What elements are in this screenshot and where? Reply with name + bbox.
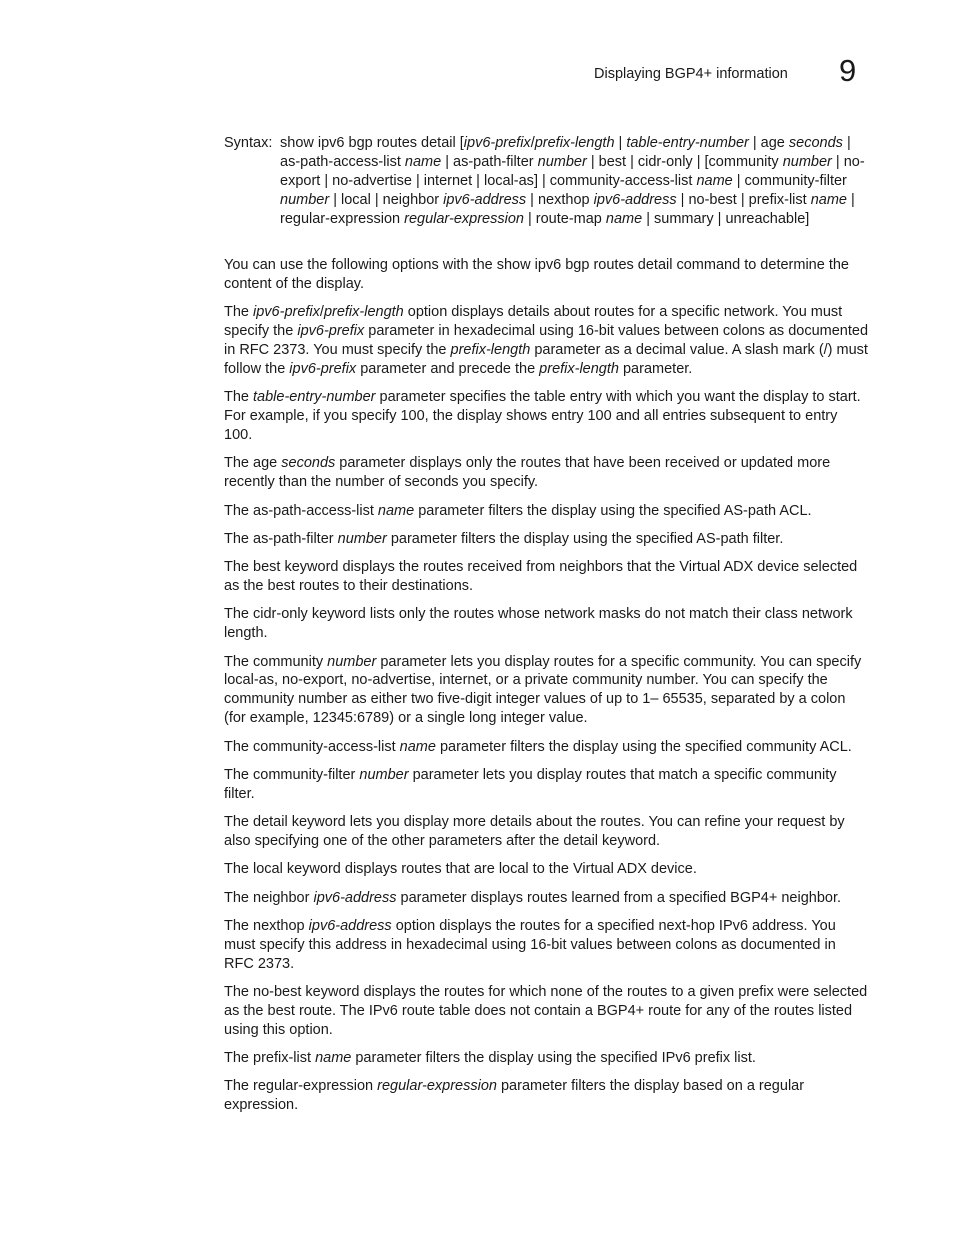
paragraph-as-path-filter: [224, 530, 869, 549]
keyword-run: local: [253, 861, 283, 878]
syntax-punct: [: [455, 135, 464, 151]
text-run: The: [224, 304, 254, 321]
param-run: number: [359, 766, 409, 783]
text-run: ,: [431, 672, 440, 689]
chapter-number: 9: [839, 53, 857, 88]
syntax-keyword: as-path-access-list: [280, 153, 401, 170]
paragraph-community-filter: [224, 766, 869, 804]
keyword-run: detail: [253, 814, 288, 831]
text-run: ,: [273, 672, 283, 689]
text-run: , or a private community number. You can specify the community number as either two five-digit integer values of up to 1– 65535, separated by a colon (for example, 12345:6789) or a single long integer value.: [224, 672, 846, 727]
syntax-keyword: age: [760, 135, 785, 151]
keyword-run: neighbor: [253, 889, 310, 906]
keyword-run: community-filter: [253, 766, 356, 783]
header-title: Displaying BGP4+ information: [594, 66, 788, 82]
syntax-keyword: route-map: [535, 210, 602, 227]
syntax-param: table-entry-number: [626, 135, 749, 151]
syntax-punct: |: [370, 191, 383, 208]
syntax-param: ipv6-prefix: [463, 135, 531, 151]
syntax-param: name: [696, 172, 733, 189]
keyword-run: best: [253, 559, 281, 576]
syntax-param: prefix-length: [534, 135, 615, 151]
param-run: number: [337, 530, 387, 547]
syntax-punct: |: [626, 153, 638, 170]
syntax-punct: |: [748, 135, 761, 151]
text-run: The: [224, 766, 254, 783]
text-run: The: [224, 502, 254, 519]
keyword-run: detail: [563, 832, 599, 849]
syntax-param: ipv6-address: [443, 191, 527, 208]
text-run: parameter filters the display based on a regular expression.: [224, 1078, 805, 1114]
text-run: parameter displays routes learned from a specified BGP4+ neighbor.: [396, 889, 842, 906]
syntax-param: number: [537, 153, 587, 170]
syntax-label: Syntax:: [224, 135, 273, 151]
keyword-run: internet: [439, 672, 488, 689]
paragraph-no-best: [224, 983, 869, 1040]
syntax-keyword: community-filter: [744, 172, 847, 189]
text-run: parameter as a decimal value. A slash mark (/) must follow the: [224, 342, 868, 377]
param-run: ipv6-address: [308, 917, 392, 934]
syntax-keyword: local-as: [483, 172, 534, 189]
keyword-run: nexthop: [253, 917, 305, 934]
syntax-punct: | [: [692, 153, 709, 170]
syntax-punct: |: [642, 210, 655, 227]
keyword-run: local-as: [224, 672, 274, 689]
keyword-run: community-access-list: [253, 738, 396, 755]
syntax-punct: |: [526, 191, 538, 208]
syntax-punct: |: [523, 210, 536, 227]
paragraph-local: [224, 860, 869, 879]
syntax-param: name: [605, 210, 643, 227]
text-run: keyword.: [598, 832, 661, 849]
text-run: The: [224, 889, 254, 906]
text-run: ,: [343, 672, 352, 689]
syntax-keyword: no-advertise: [332, 172, 412, 189]
param-run: ipv6-address: [313, 889, 397, 906]
text-run: The: [224, 606, 254, 623]
text-run: The: [224, 983, 254, 1000]
text-run: The: [224, 653, 254, 670]
syntax-punct: ]: [805, 210, 810, 227]
text-run: The: [224, 530, 254, 547]
text-run: parameter.: [618, 360, 693, 377]
keyword-run: age: [253, 455, 278, 472]
text-run: parameter lets you display routes that match a specific community filter.: [224, 766, 837, 802]
syntax-punct: |: [586, 153, 599, 170]
syntax-keyword: internet: [423, 172, 473, 189]
text-run: The: [224, 559, 254, 576]
syntax-keyword: local: [341, 191, 371, 208]
syntax-punct: |: [842, 135, 851, 151]
syntax-punct: |: [831, 153, 844, 170]
syntax-keyword: regular-expression: [280, 210, 401, 227]
syntax-keyword: community: [708, 153, 779, 170]
text-run: The: [224, 738, 254, 755]
param-run: name: [377, 502, 415, 519]
text-run: command to determine the content of the display.: [224, 257, 849, 292]
paragraph-community: [224, 653, 869, 729]
syntax-punct: |: [614, 135, 627, 151]
text-run: /: [319, 304, 324, 321]
syntax-keyword: as-path-filter: [453, 153, 534, 170]
syntax-punct: /: [530, 135, 535, 151]
syntax-punct: ] |: [533, 172, 550, 189]
paragraph-ipv6-prefix: [224, 303, 869, 379]
syntax-punct: |: [472, 172, 484, 189]
param-run: prefix-length: [450, 342, 531, 359]
keyword-run: community: [253, 653, 324, 670]
text-run: parameter specifies the table entry with which you want the display to start. For example, if you specify 100, the display shows entry 100 and all entries subsequent to entry 100.: [224, 389, 861, 444]
syntax-keyword: prefix-list: [748, 191, 807, 208]
syntax-keyword: show ipv6 bgp routes detail: [280, 135, 456, 151]
paragraph-age: [224, 454, 869, 492]
param-run: prefix-length: [539, 360, 619, 377]
param-run: ipv6-prefix: [253, 304, 320, 321]
syntax-keyword: cidr-only: [637, 153, 693, 170]
text-run: keyword displays routes that are local to the Virtual ADX device.: [282, 861, 697, 878]
paragraph-regular-expression: [224, 1077, 869, 1115]
paragraph-nexthop: [224, 917, 869, 974]
paragraph-cidr-only: [224, 605, 869, 643]
syntax-punct: |: [846, 191, 855, 208]
text-run: The: [224, 814, 254, 831]
text-run: parameter filters the display using the specified AS-path ACL.: [414, 502, 812, 519]
syntax-keyword: unreachable: [725, 210, 806, 227]
syntax-keyword: community-access-list: [549, 172, 693, 189]
param-run: prefix-length: [323, 304, 404, 321]
keyword-run: show ipv6 bgp routes detail: [496, 257, 673, 273]
syntax-punct: |: [736, 191, 749, 208]
syntax-punct: |: [329, 191, 341, 208]
param-run: name: [315, 1050, 352, 1067]
syntax-punct: |: [320, 172, 333, 189]
text-run: parameter filters the display using the specified community ACL.: [435, 738, 852, 755]
syntax-block: [224, 134, 869, 229]
paragraph-as-path-access-list: [224, 502, 869, 521]
param-run: regular-expression: [377, 1078, 497, 1095]
param-run: ipv6-prefix: [297, 323, 365, 340]
syntax-keyword: best: [598, 153, 627, 170]
syntax-keyword: summary: [654, 210, 714, 227]
text-run: option displays the routes for a specified next-hop IPv6 address. You must specify this address in hexadecimal using 16-bit values between colons as documented in RFC 2373.: [224, 917, 836, 972]
text-run: keyword lets you display more details about the routes. You can refine your request by also specifying one of the other parameters after the: [224, 814, 845, 849]
keyword-run: no-best: [253, 983, 302, 1000]
text-run: keyword displays the routes for which none of the routes to a given prefix were selected as the best route. The IPv6 route table does not contain a BGP4+ route for any of the routes listed using this option.: [224, 983, 868, 1038]
document-body: [224, 256, 869, 1125]
keyword-run: as-path-filter: [253, 530, 334, 547]
param-run: ipv6-prefix: [289, 360, 357, 377]
paragraph-intro: [224, 256, 869, 294]
syntax-keyword: no-export: [280, 153, 865, 189]
syntax-punct: |: [732, 172, 745, 189]
param-run: name: [399, 738, 436, 755]
paragraph-prefix-list: [224, 1049, 869, 1068]
keyword-run: cidr-only: [253, 606, 308, 623]
keyword-run: no-export: [282, 672, 344, 689]
paragraph-table-entry-number: [224, 388, 869, 445]
keyword-run: no-advertise: [351, 672, 432, 689]
syntax-punct: |: [411, 172, 424, 189]
keyword-run: as-path-access-list: [253, 502, 374, 519]
page-header: [594, 55, 864, 95]
syntax-keyword: no-best: [688, 191, 737, 208]
text-run: keyword lists only the routes whose network masks do not match their class network length.: [224, 606, 853, 642]
syntax-param: name: [810, 191, 847, 208]
text-run: keyword displays the routes received from neighbors that the Virtual ADX device selected as the best routes to their destinations.: [224, 559, 858, 595]
text-run: parameter filters the display using the specified IPv6 prefix list.: [351, 1050, 756, 1067]
text-run: The: [224, 455, 254, 472]
param-run: seconds: [281, 455, 336, 472]
syntax-param: seconds: [788, 135, 843, 151]
text-run: parameter in hexadecimal using 16-bit values between colons as documented in RFC 2373. You must specify the: [224, 323, 869, 359]
syntax-keyword: neighbor: [382, 191, 440, 208]
syntax-param: ipv6-address: [593, 191, 677, 208]
text-run: parameter and precede the: [356, 360, 540, 377]
syntax-keyword: nexthop: [537, 191, 590, 208]
text-run: The: [224, 1050, 254, 1067]
paragraph-best: [224, 558, 869, 596]
text-run: You can use the following options with the: [224, 257, 497, 273]
syntax-param: name: [404, 153, 442, 170]
paragraph-neighbor: [224, 889, 869, 908]
text-run: The: [224, 389, 254, 406]
param-run: table-entry-number: [253, 389, 376, 406]
syntax-punct: |: [676, 191, 689, 208]
syntax-punct: |: [441, 153, 454, 170]
syntax-param: regular-expression: [404, 210, 524, 227]
text-run: The: [224, 861, 254, 878]
text-run: The: [224, 917, 254, 934]
keyword-run: prefix-list: [253, 1050, 312, 1067]
text-run: option displays details about routes for a specific network. You must specify the: [224, 304, 843, 340]
syntax-text: [280, 134, 869, 229]
syntax-param: number: [280, 191, 330, 208]
keyword-run: regular-expression: [253, 1078, 374, 1095]
syntax-punct: |: [713, 210, 726, 227]
paragraph-detail: [224, 813, 869, 851]
syntax-param: number: [782, 153, 832, 170]
text-run: parameter filters the display using the specified AS-path filter.: [386, 530, 784, 547]
text-run: The: [224, 1078, 254, 1095]
paragraph-community-access-list: [224, 738, 869, 757]
text-run: parameter lets you display routes for a specific community. You can specify: [376, 653, 862, 670]
param-run: number: [327, 653, 377, 670]
text-run: parameter displays only the routes that have been received or updated more recently than the number of seconds you specify.: [224, 455, 831, 491]
